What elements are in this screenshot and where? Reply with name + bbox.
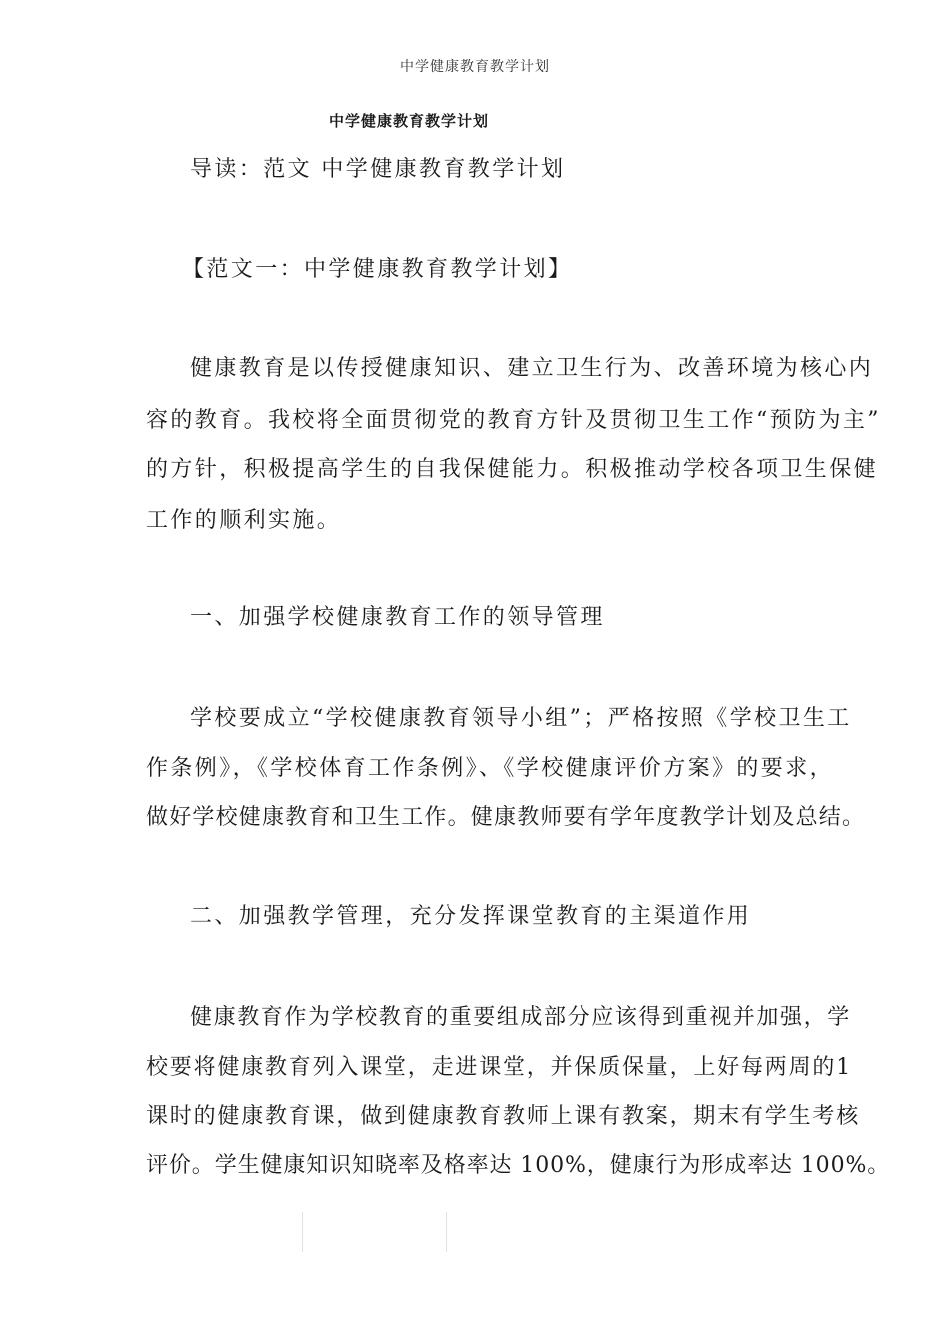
document-title: 中学健康教育教学计划 bbox=[328, 112, 489, 130]
sample-heading: 【范文一：中学健康教育教学计划】 bbox=[182, 257, 573, 282]
paragraph-2-line: 学校要成立“学校健康教育领导小组”；严格按照《学校卫生工 bbox=[190, 706, 852, 731]
paragraph-2-line: 做好学校健康教育和卫生工作。健康教师要有学年度教学计划及总结。 bbox=[146, 805, 866, 830]
paragraph-1-line: 工作的顺利实施。 bbox=[146, 508, 342, 533]
paragraph-3-line: 校要将健康教育列入课堂，走进课堂，并保质保量，上好每两周的1 bbox=[146, 1055, 852, 1080]
running-header: 中学健康教育教学计划 bbox=[400, 59, 550, 75]
section-2-heading: 二、加强教学管理，充分发挥课堂教育的主渠道作用 bbox=[190, 904, 752, 929]
paragraph-3-line: 课时的健康教育课，做到健康教育教师上课有教案，期末有学生考核 bbox=[146, 1104, 861, 1129]
footer-divider-right bbox=[446, 1212, 447, 1252]
paragraph-1-line: 容的教育。我校将全面贯彻党的教育方针及贯彻卫生工作“预防为主” bbox=[146, 408, 881, 433]
paragraph-1-line: 的方针，积极提高学生的自我保健能力。积极推动学校各项卫生保健 bbox=[146, 457, 879, 482]
intro-line: 导读：范文 中学健康教育教学计划 bbox=[190, 157, 566, 182]
paragraph-1-line: 健康教育是以传授健康知识、建立卫生行为、改善环境为核心内 bbox=[190, 356, 874, 381]
paragraph-3-line: 健康教育作为学校教育的重要组成部分应该得到重视并加强，学 bbox=[190, 1005, 851, 1030]
footer-divider-left bbox=[302, 1212, 303, 1252]
paragraph-2-line: 作条例》，《学校体育工作条例》、《学校健康评价方案》的要求， bbox=[146, 756, 835, 781]
paragraph-3-line: 评价。学生健康知识知晓率及格率达 100%，健康行为形成率达 100%。 bbox=[146, 1153, 891, 1178]
section-1-heading: 一、加强学校健康教育工作的领导管理 bbox=[190, 605, 605, 630]
